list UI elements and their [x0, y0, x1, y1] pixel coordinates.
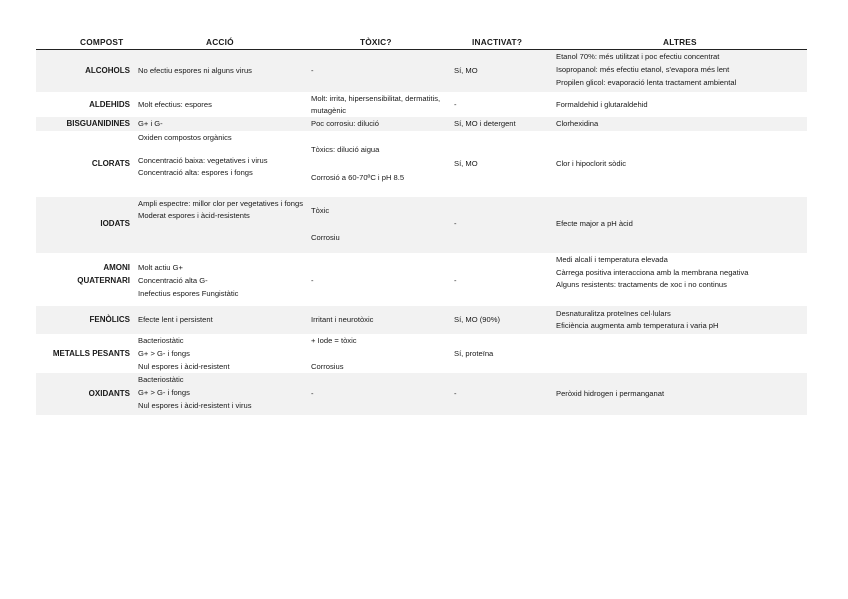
- inactivat-text: Sí, proteïna: [454, 349, 494, 358]
- altres-text: Desnaturalitza proteïnes cel·lulars: [556, 309, 671, 318]
- altres-text: Eficiència augmenta amb temperatura i varia pH: [556, 321, 719, 330]
- compound-name: ALCOHOLS: [85, 66, 130, 75]
- table-row: [36, 306, 807, 334]
- table-row: [36, 131, 807, 197]
- header-compost: COMPOST: [80, 37, 124, 47]
- compound-name: BISGUANIDINES: [66, 119, 130, 128]
- toxic-text: Molt: irrita, hipersensibilitat, dermatitis, mutagènic: [311, 94, 441, 115]
- altres-text: Isopropanol: més efectiu etanol, s'evapora més lent: [556, 65, 730, 74]
- accio-text: Concentració alta G-: [138, 276, 208, 285]
- altres-text: Alguns resistents: tractaments de xoc i no continus: [556, 280, 727, 289]
- accio-text: G+ > G- i fongs: [138, 388, 190, 397]
- table-header: [36, 36, 807, 50]
- altres-text: Clorhexidina: [556, 119, 599, 128]
- toxic-text: -: [311, 276, 314, 285]
- header-altres: ALTRES: [663, 37, 697, 47]
- table-row: [36, 197, 807, 253]
- compound-name: CLORATS: [91, 159, 130, 168]
- toxic-text: + Iode = tòxic: [311, 336, 357, 345]
- altres-text: Medi alcalí i temperatura elevada: [556, 255, 668, 264]
- accio-text: Molt actiu G+: [138, 263, 183, 272]
- inactivat-text: -: [454, 219, 457, 228]
- toxic-text: Poc corrosiu: dilució: [311, 119, 379, 128]
- toxic-text: Tòxics: dilució aigua: [311, 145, 380, 154]
- table-row: [36, 117, 807, 131]
- compound-name: FENÒLICS: [89, 315, 130, 324]
- altres-text: Efecte major a pH àcid: [556, 219, 633, 228]
- toxic-text: -: [311, 389, 314, 398]
- compound-table: [36, 36, 807, 415]
- compound-name: ALDEHIDS: [89, 100, 130, 109]
- inactivat-text: -: [454, 276, 457, 285]
- altres-text: Formaldehid i glutaraldehid: [556, 100, 648, 109]
- accio-text: G+ i G-: [138, 119, 163, 128]
- altres-text: Peròxid hidrogen i permanganat: [556, 389, 665, 398]
- altres-text: Etanol 70%: més utilitzat i poc efectiu concentrat: [556, 52, 720, 61]
- altres-text: Propilen glicol: evaporació lenta tractament ambiental: [556, 78, 737, 87]
- altres-text: Càrrega positiva interacciona amb la membrana negativa: [556, 268, 749, 277]
- header-toxic: TÒXIC?: [360, 37, 392, 47]
- accio-text: Molt efectius: espores: [138, 100, 212, 109]
- altres-text: Clor i hipoclorit sòdic: [556, 159, 627, 168]
- table-row: [36, 334, 807, 373]
- table-row: [36, 92, 807, 117]
- accio-text: Inefectius espores Fungistàtic: [138, 289, 239, 298]
- inactivat-text: Sí, MO: [454, 159, 478, 168]
- table-body: [36, 50, 807, 415]
- inactivat-text: Sí, MO: [454, 66, 478, 75]
- table-row: [36, 50, 807, 92]
- inactivat-text: Sí, MO i detergent: [454, 119, 516, 128]
- accio-text: Concentració baixa: vegetatives i virus: [138, 156, 268, 165]
- accio-text: Moderat espores i àcid-resistents: [138, 211, 250, 220]
- accio-text: Ampli espectre: millor clor per vegetatives i fongs: [138, 199, 304, 208]
- compound-name: IODATS: [100, 219, 130, 228]
- table-row: [36, 373, 807, 415]
- toxic-text: Corrosiu: [311, 233, 340, 242]
- accio-text: Nul espores i àcid-resistent: [138, 362, 230, 371]
- toxic-text: Irritant i neurotòxic: [311, 315, 374, 324]
- accio-text: Oxiden compostos orgànics: [138, 133, 232, 142]
- toxic-text: Corrosió a 60-70ºC i pH 8.5: [311, 173, 405, 182]
- accio-text: G+ > G- i fongs: [138, 349, 190, 358]
- inactivat-text: -: [454, 389, 457, 398]
- header-accio: ACCIÓ: [206, 37, 234, 47]
- accio-text: Bacteriostàtic: [138, 336, 184, 345]
- accio-text: Efecte lent i persistent: [138, 315, 213, 324]
- accio-text: Nul espores i àcid-resistent i virus: [138, 401, 252, 410]
- accio-text: Concentració alta: espores i fongs: [138, 168, 253, 177]
- toxic-text: Tòxic: [311, 206, 330, 215]
- accio-text: Bacteriostàtic: [138, 375, 184, 384]
- header-inactivat: INACTIVAT?: [472, 37, 523, 47]
- table-row: [36, 253, 807, 306]
- inactivat-text: Sí, MO (90%): [454, 315, 500, 324]
- toxic-text: -: [311, 66, 314, 75]
- compound-name: QUATERNARI: [77, 276, 130, 285]
- compound-name: OXIDANTS: [88, 389, 130, 398]
- toxic-text: Corrosius: [311, 362, 344, 371]
- compound-name: METALLS PESANTS: [52, 349, 130, 358]
- compound-name: AMONI: [103, 263, 130, 272]
- inactivat-text: -: [454, 100, 457, 109]
- accio-text: No efectiu espores ni alguns virus: [138, 66, 252, 75]
